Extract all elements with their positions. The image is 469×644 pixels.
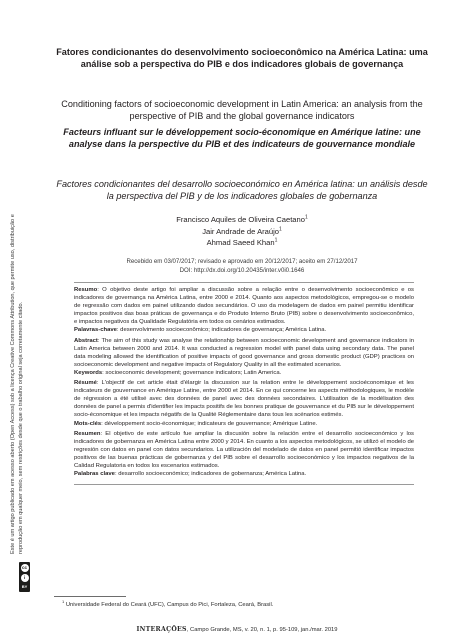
abstract-label: Résumé	[74, 380, 97, 387]
author: Ahmad Saeed Khan$^1$	[206, 237, 278, 248]
abstract-spanish: Resumen: El objetivo de este artículo fue ampliar la discusión sobre la relación entre el desarrollo socioeconómico y los indicadores de gobernanza en América Latina entre 2000 y 2014. En cuanto a los aspectos metodológicos, se utilizó el modelo de regresión con datos en panel con datos secundarios. La utilización del modelado de datos en panel permitió identificar impactos positivos de las buenas prácticas de gobernanza y del PIB sobre el desarrollo socioeconómico y los impactos negativos de la Calidad Regulatoria en todos los escenarios estimados.	[74, 430, 414, 469]
keywords-label: Mots-clés	[74, 420, 102, 427]
title-english: Conditioning factors of socioeconomic development in Latin America: an analysis from the perspective of PIB and the global governance indicators	[61, 99, 423, 122]
author: Jair Andrade de Araújo$^1$	[202, 226, 282, 236]
citation: , Campo Grande, MS, v. 20, n. 1, p. 95-109, jan./mar. 2019	[186, 627, 338, 633]
keywords-label: Palabras clave	[74, 471, 115, 478]
affiliation-mark: 1	[274, 237, 278, 244]
affiliation-mark: 1	[304, 214, 308, 221]
footnote-mark: 1	[62, 599, 65, 605]
abstract-box	[74, 282, 414, 485]
abstract-french: Résumé: L'objectif de cet article était d'élargir la discussion sur la relation entre le développement socioéconomique et les indicateurs de gouvernance en Amérique Latine, entre 2000 et 2014. En ce qui concerne les aspects méthodologiques, le modèle de régression a été utilisé avec des données de panel avec des données secondaires. L'utilisation de la modélisation des données de panel a permis d'identifier les impacts positifs de les bonnes pratique de gouvernance et du PIB sur le développement socio-économique et les impacts négatifs de la Qualité Réglementaire dans tous les scénarios estimés.	[74, 380, 414, 419]
keywords-french: Mots-clés: développement socio-économique; indicateurs de gouvernance; Amérique Latine.	[74, 420, 318, 427]
affiliation-mark: 1	[279, 226, 282, 233]
keywords-portuguese: Palavras-chave: desenvolvimento socioeconômico; indicadores de governança; América Latina.	[74, 327, 327, 334]
received-dates: Recebido em 03/07/2017; revisado e aprovado em 20/12/2017; aceito em 27/12/2017	[126, 258, 358, 265]
title-spanish: Factores condicionantes del desarrollo socioeconómico en América latina: un análisis desde la perspectiva del PIB y de los indicadores globales de gobernanza	[56, 179, 428, 202]
running-footer	[72, 626, 402, 634]
footnote: $^1$ Universidade Federal do Ceará (UFC), Campus do Pici, Fortaleza, Ceará, Brasil.	[62, 599, 274, 608]
abstract-label: Abstract	[74, 337, 98, 344]
keywords-label: Keywords	[74, 369, 103, 376]
abstract-english: Abstract: The aim of this study was analyse the relationship between socioeconomic development and governance indicators in Latin America between 2000 and 2014. It was conducted a regression model with panel data using secondary data. The panel data modeling allowed the identification of positive impacts of good governance and gross domestic product (GDP) practices on socioeconomic development and negative impacts of Regulatory Quality in all the estimated scenarios.	[74, 337, 414, 368]
submission-dates	[70, 258, 414, 275]
cc-by-label: BY	[21, 584, 28, 589]
keywords-label: Palavras-chave	[74, 327, 117, 334]
cc-icon: cc	[21, 565, 28, 570]
license-note: Este é um artigo publicado em acesso aberto (Open Access) sob a licença Creative Commons Attribution, que permite uso, distribuição e reprodução em qualquer meio, sem restrições desde que o trabalho original seja corretamente citado.	[10, 214, 24, 554]
author-list	[120, 214, 364, 249]
abstract-portuguese: Resumo: O objetivo deste artigo foi ampliar a discussão sobre a relação entre o desenvolvimento socioeconômico e os indicadores de governança na América Latina, entre 2000 e 2014. Quanto aos aspectos metodológicos, empregou-se o modelo de regressão com dados em painel utilizando dados secundários. O uso da modelagem de dados em painel permitiu identificar impactos positivos das boas práticas de governança e do Produto Interno Bruto (PIB) sobre o desenvolvimento socioeconômico, e impactos negativos da Qualidade Regulatória em todos os cenários estimados.	[74, 287, 414, 326]
abstract-label: Resumo	[74, 287, 98, 293]
author: Francisco Aquiles de Oliveira Caetano$^1$	[176, 214, 308, 224]
journal-name: INTERAÇÕES	[136, 626, 187, 633]
keywords-spanish: Palabras clave: desarrollo socioeconómico; indicadores de gobernanza; América Latina.	[74, 471, 307, 478]
abstract-label: Resumen	[74, 430, 101, 437]
creative-commons-badge	[19, 562, 30, 592]
attribution-icon: i	[21, 574, 29, 582]
title-portuguese: Fatores condicionantes do desenvolvimento socioeconômico na América Latina: uma análise sob a perspectiva do PIB e dos indicadores globais de governança	[56, 47, 428, 70]
title-french: Facteurs influant sur le développement socio-économique en Amérique latine: une analyse dans la perspective du PIB et des indicateurs de gouvernance mondiale	[63, 127, 421, 150]
doi-link[interactable]: DOI: http://dx.doi.org/10.20435/inter.v0i0.1646	[179, 266, 305, 274]
footnote-divider	[54, 596, 126, 597]
keywords-english: Keywords: socioeconomic development; governance indicators; Latin America.	[74, 369, 282, 376]
